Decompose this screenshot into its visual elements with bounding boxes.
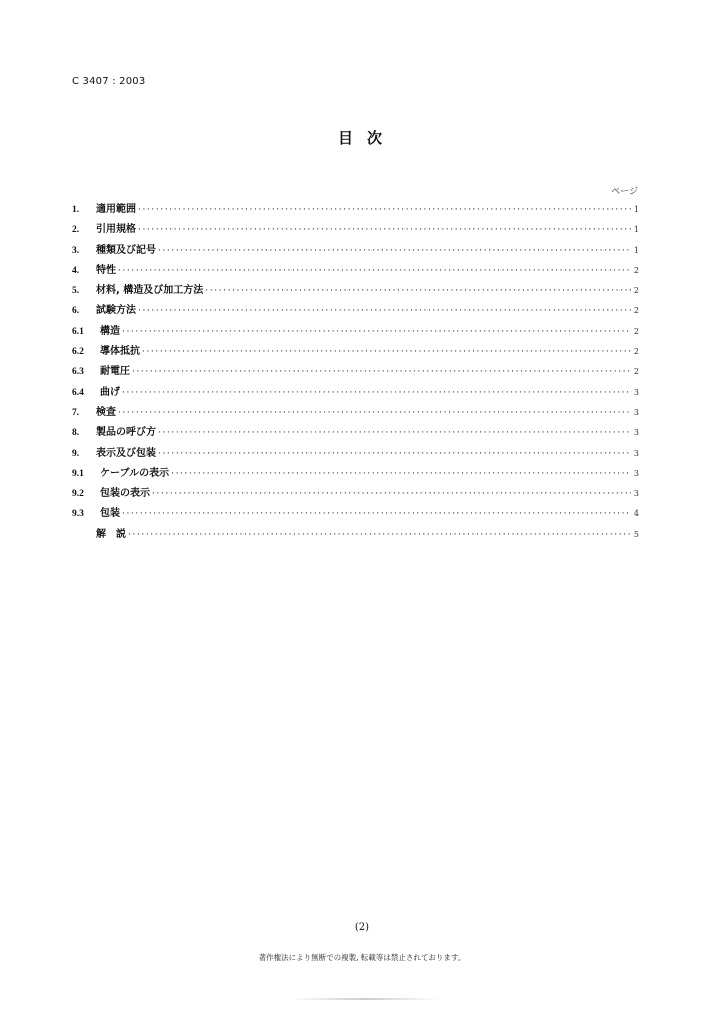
toc-entry[interactable]: [72, 484, 639, 504]
toc-entry[interactable]: [72, 241, 639, 261]
toc-entry[interactable]: [72, 504, 639, 524]
toc-entry-number: 9.1: [72, 468, 84, 479]
toc-entry-page: 1: [633, 245, 639, 255]
toc-entry-number: 5.: [72, 286, 80, 297]
toc-leader-dots: [205, 286, 631, 296]
toc-leader-dots: [122, 509, 631, 519]
toc-entry[interactable]: [72, 281, 639, 301]
document-number: C 3407 : 2003: [72, 76, 146, 87]
toc-entry[interactable]: [72, 362, 639, 382]
toc-entry[interactable]: [72, 464, 639, 484]
toc-leader-dots: [152, 489, 631, 499]
toc-entry-label: 曲げ: [100, 386, 120, 398]
toc-entry-label: 解 説: [96, 528, 126, 540]
toc-entry-label: 耐電圧: [100, 366, 130, 378]
toc-entry-page: 3: [633, 428, 639, 438]
toc-leader-dots: [132, 367, 631, 377]
toc-entry-label: 包装: [100, 508, 120, 520]
toc-entry-page: 1: [633, 225, 639, 235]
toc-entry-page: 3: [633, 468, 639, 478]
toc-entry[interactable]: [72, 423, 639, 443]
toc-entry-label: 引用規格: [96, 224, 136, 236]
toc-leader-dots: [118, 266, 631, 276]
toc-entry[interactable]: [72, 403, 639, 423]
toc-entry-number: 6.1: [72, 326, 84, 337]
table-of-contents: [72, 200, 639, 545]
toc-entry[interactable]: [72, 444, 639, 464]
toc-entry-number: 1.: [72, 205, 80, 215]
toc-entry-number: 7.: [72, 407, 80, 418]
toc-leader-dots: [171, 469, 631, 479]
toc-entry-label: 特性: [96, 264, 116, 276]
toc-entry-number: 9.2: [72, 489, 84, 500]
toc-entry-page: 3: [633, 448, 639, 458]
toc-leader-dots: [118, 408, 631, 418]
toc-entry[interactable]: [72, 525, 639, 545]
toc-entry-number: 6.3: [72, 367, 84, 378]
toc-entry-number: 4.: [72, 265, 80, 276]
toc-entry-page: 2: [633, 306, 639, 316]
toc-entry-label: 種類及び記号: [96, 244, 156, 256]
toc-leader-dots: [158, 246, 631, 256]
toc-entry-number: 6.4: [72, 387, 84, 398]
toc-entry-page: 5: [633, 529, 639, 539]
toc-entry-page: 2: [633, 347, 639, 357]
toc-entry[interactable]: [72, 200, 639, 220]
toc-entry-number: 2.: [72, 225, 80, 236]
toc-entry-page: 2: [633, 265, 639, 275]
toc-entry[interactable]: [72, 301, 639, 321]
toc-entry-number: 3.: [72, 245, 80, 256]
toc-entry-number: 6.2: [72, 347, 84, 358]
toc-leader-dots: [138, 205, 631, 215]
toc-entry-page: 2: [633, 367, 639, 377]
copyright-notice: 著作権法により無断での複製, 転載等は禁止されております。: [258, 953, 466, 962]
toc-leader-dots: [128, 530, 631, 540]
toc-entry-label: 材料, 構造及び加工方法: [96, 285, 204, 297]
toc-entry-label: 製品の呼び方: [96, 427, 156, 439]
toc-leader-dots: [122, 388, 631, 398]
page-column-label: ページ: [611, 187, 638, 197]
toc-leader-dots: [158, 449, 631, 459]
toc-entry-label: 試験方法: [96, 305, 136, 317]
toc-entry-label: 包装の表示: [100, 488, 150, 500]
toc-leader-dots: [138, 225, 631, 235]
toc-entry-page: 4: [633, 509, 639, 519]
toc-entry-label: 適用範囲: [96, 204, 136, 215]
toc-entry-page: 3: [633, 489, 639, 499]
toc-entry[interactable]: [72, 322, 639, 342]
toc-entry-page: 2: [633, 286, 639, 296]
toc-entry[interactable]: [72, 261, 639, 281]
toc-entry[interactable]: [72, 342, 639, 362]
toc-entry-number: 9.3: [72, 509, 84, 520]
toc-entry-label: 構造: [100, 325, 120, 337]
scan-artifact: [290, 998, 440, 1000]
toc-leader-dots: [122, 327, 631, 337]
toc-leader-dots: [158, 428, 631, 438]
toc-leader-dots: [138, 306, 631, 316]
toc-entry-number: 8.: [72, 428, 80, 439]
toc-entry-label: 検査: [96, 406, 116, 418]
toc-leader-dots: [142, 347, 631, 357]
toc-entry-page: 3: [633, 387, 639, 397]
toc-entry[interactable]: [72, 220, 639, 240]
toc-entry-number: 6.: [72, 306, 80, 317]
toc-entry-label: 導体抵抗: [100, 346, 140, 358]
toc-entry-page: 2: [633, 326, 639, 336]
toc-entry-label: 表示及び包装: [96, 447, 156, 459]
toc-entry[interactable]: [72, 383, 639, 403]
toc-entry-page: 3: [633, 407, 639, 417]
toc-entry-number: 9.: [72, 448, 80, 459]
toc-entry-label: ケーブルの表示: [100, 467, 170, 479]
page-number: (2): [354, 922, 370, 933]
page-title: 目次: [337, 129, 396, 147]
toc-entry-page: 1: [633, 205, 639, 214]
